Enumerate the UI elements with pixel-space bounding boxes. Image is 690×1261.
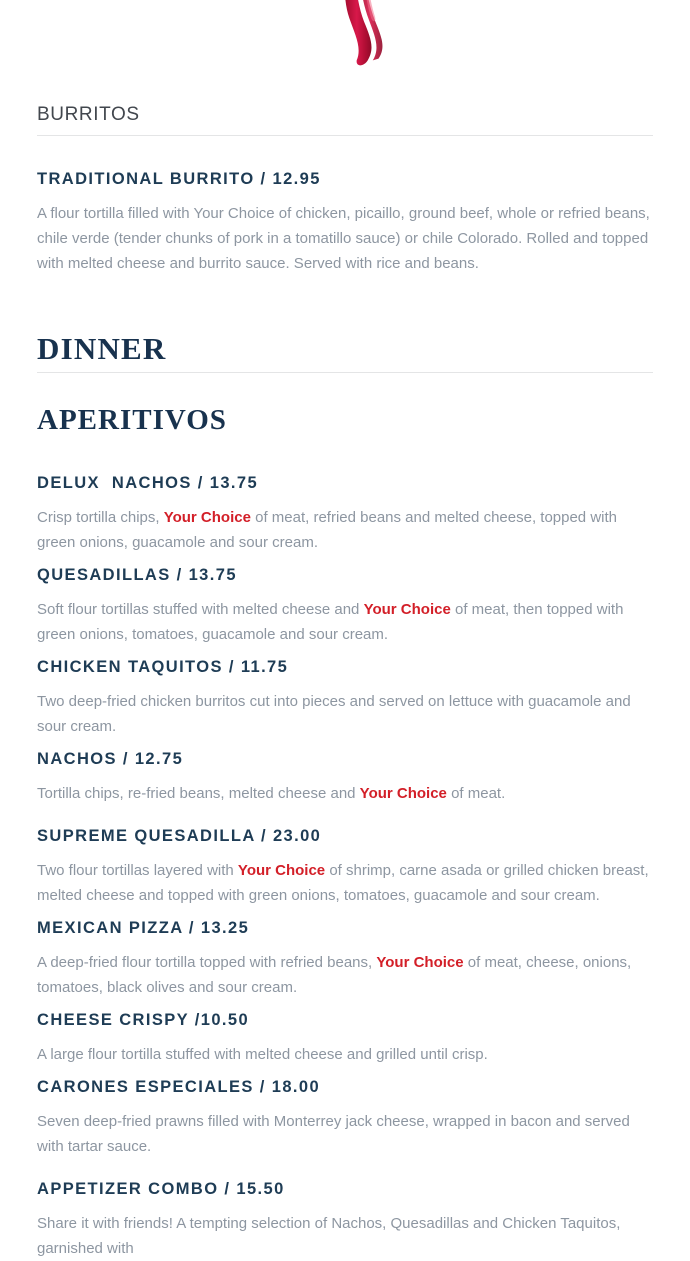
subsection-heading: APERITIVOS — [37, 404, 227, 436]
your-choice-highlight: Your Choice — [376, 954, 464, 971]
menu-item-title: NACHOS / 12.75 — [37, 750, 184, 768]
description-text: Tortilla chips, re-fried beans, melted cheese and — [37, 785, 360, 802]
description-text: A flour tortilla filled with Your Choice of chicken, picaillo, ground beef, whole or refried beans, chile verde (tender chunks of pork in a tomatillo sauce) or chile Colorado. Rolled and topped with melted cheese and burrito sauce. Served with rice and beans. — [37, 205, 650, 272]
menu-item-description — [37, 1042, 653, 1067]
menu-item-description — [37, 689, 653, 739]
your-choice-highlight: Your Choice — [359, 785, 447, 802]
menu-item-description — [37, 1211, 653, 1261]
menu-item-title: TRADITIONAL BURRITO / 12.95 — [37, 170, 321, 188]
your-choice-highlight: Your Choice — [363, 601, 451, 618]
description-text: Two deep-fried chicken burritos cut into pieces and served on lettuce with guacamole and sour cream. — [37, 693, 631, 735]
description-text: A deep-fried flour tortilla topped with refried beans, — [37, 954, 377, 971]
description-text: Seven deep-fried prawns filled with Monterrey jack cheese, wrapped in bacon and served with tartar sauce. — [37, 1113, 630, 1155]
description-text: Soft flour tortillas stuffed with melted cheese and — [37, 601, 364, 618]
description-text: Crisp tortilla chips, — [37, 509, 164, 526]
menu-item-description — [37, 505, 653, 555]
menu-item-title: DELUX NACHOS / 13.75 — [37, 474, 259, 492]
menu-item-description — [37, 1109, 653, 1159]
menu-item-title: CARONES ESPECIALES / 18.00 — [37, 1078, 321, 1096]
description-text: A large flour tortilla stuffed with melted cheese and grilled until crisp. — [37, 1046, 488, 1063]
menu-item-title: CHICKEN TAQUITOS / 11.75 — [37, 658, 289, 676]
chili-pepper-image — [311, 0, 391, 74]
menu-item-title: APPETIZER COMBO / 15.50 — [37, 1180, 285, 1198]
meal-heading: DINNER — [37, 331, 167, 366]
menu-root — [0, 103, 690, 1261]
your-choice-highlight: Your Choice — [163, 509, 251, 526]
description-text: of shrimp, carne asada or grilled chicken breast, melted cheese and topped with green onions, tomatoes, guacamole and sour cream. — [37, 862, 649, 904]
menu-item-title: SUPREME QUESADILLA / 23.00 — [37, 827, 322, 845]
section-divider — [37, 135, 653, 136]
menu-item-description — [37, 858, 653, 908]
menu-item-title: MEXICAN PIZZA / 13.25 — [37, 919, 250, 937]
header-image-wrap — [0, 0, 690, 72]
section-divider — [37, 372, 653, 373]
menu-item-description — [37, 201, 653, 276]
description-text: Two flour tortillas layered with — [37, 862, 238, 879]
description-text: of meat, then topped with green onions, tomatoes, guacamole and sour cream. — [37, 601, 624, 643]
description-text: Share it with friends! A tempting selection of Nachos, Quesadillas and Chicken Taquitos, garnished with — [37, 1215, 621, 1257]
menu-item-title: CHEESE CRISPY /10.50 — [37, 1011, 250, 1029]
description-text: of meat, cheese, onions, tomatoes, black olives and sour cream. — [37, 954, 632, 996]
menu-item-title: QUESADILLAS / 13.75 — [37, 566, 237, 584]
your-choice-highlight: Your Choice — [237, 862, 326, 879]
category-heading: BURRITOS — [37, 104, 140, 125]
menu-item-description — [37, 950, 653, 1000]
menu-item-description — [37, 597, 653, 647]
description-text: of meat. — [446, 785, 506, 802]
description-text: of meat, refried beans and melted cheese, topped with green onions, guacamole and sour cream. — [37, 509, 617, 551]
menu-item-description — [37, 781, 653, 806]
